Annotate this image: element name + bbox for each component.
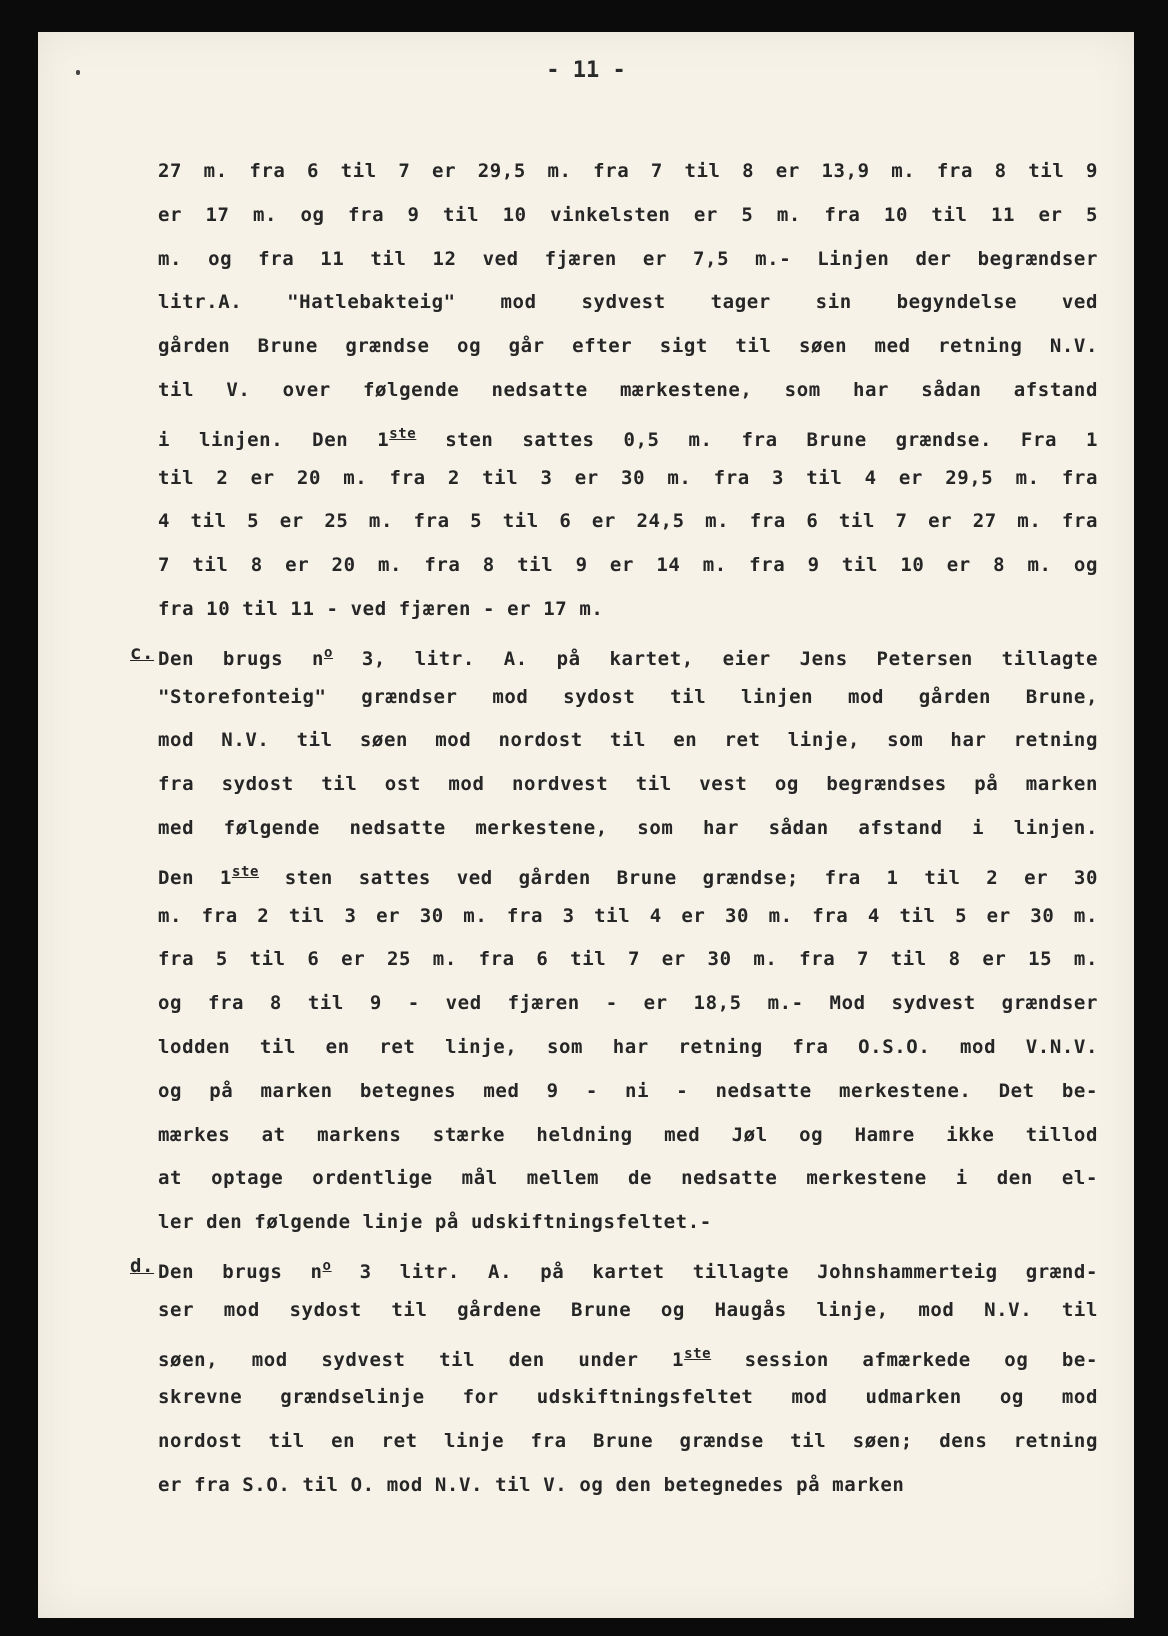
line-text-before: Den 1 [158, 866, 232, 889]
text-line [158, 1157, 1098, 1201]
text-line [158, 281, 1098, 325]
line-text: er 17 m. og fra 9 til 10 vinkelsten er 5 m. fra 10 til 11 er 5 [158, 203, 1098, 226]
line-text: litr.A. "Hatlebakteig" mod sydvest tager sin begyndelse ved [158, 291, 1098, 314]
text-line [158, 982, 1098, 1026]
superscript-ordinal: ste [684, 1345, 712, 1362]
line-text: og på marken betegnes med 9 - ni - nedsatte merkestene. Det be- [158, 1079, 1098, 1102]
text-line [158, 1070, 1098, 1114]
page-number: - 11 - [546, 58, 626, 83]
line-text: fra 5 til 6 er 25 m. fra 6 til 7 er 30 m. fra 7 til 8 er 15 m. [158, 948, 1098, 971]
line-text: m. og fra 11 til 12 ved fjæren er 7,5 m.- Linjen der begrændser [158, 247, 1098, 270]
line-text: lodden til en ret linje, som har retning fra O.S.O. mod V.N.V. [158, 1035, 1098, 1058]
text-line [158, 369, 1098, 413]
line-text: skrevne grændselinje for udskiftningsfeltet mod udmarken og mod [158, 1386, 1098, 1409]
text-line [158, 676, 1098, 720]
text-line [130, 632, 1098, 676]
line-text-after: sten sattes ved gården Brune grændse; fra 1 til 2 er 30 [259, 866, 1098, 889]
text-line [158, 1026, 1098, 1070]
text-line [158, 238, 1098, 282]
line-text: mærkes at markens stærke heldning med Jøl og Hamre ikke tillod [158, 1123, 1098, 1146]
line-text: til 2 er 20 m. fra 2 til 3 er 30 m. fra 3 til 4 er 29,5 m. fra [158, 466, 1098, 489]
line-text: fra 10 til 11 - ved fjæren - er 17 m. [158, 597, 604, 620]
text-line [158, 1333, 1098, 1377]
text-line [158, 763, 1098, 807]
document-body [130, 150, 1098, 1508]
text-line [158, 1376, 1098, 1420]
text-line [158, 500, 1098, 544]
paragraph-marker: c. [130, 641, 155, 664]
text-line [158, 413, 1098, 457]
superscript-ordinal: o [323, 644, 334, 661]
line-text: til V. over følgende nedsatte mærkestene, som har sådan afstand [158, 378, 1098, 401]
line-text-after: session afmærkede og be- [711, 1348, 1098, 1371]
line-text: ler den følgende linje på udskiftningsfeltet.- [158, 1211, 712, 1234]
text-line [158, 938, 1098, 982]
text-line [158, 457, 1098, 501]
line-text: nordost til en ret linje fra Brune grændse til søen; dens retning [158, 1430, 1098, 1453]
line-text: og fra 8 til 9 - ved fjæren - er 18,5 m.- Mod sydvest grændser [158, 992, 1098, 1015]
line-text-before: søen, mod sydvest til den under 1 [158, 1348, 685, 1371]
text-line [158, 895, 1098, 939]
text-line [158, 1289, 1098, 1333]
line-text: 27 m. fra 6 til 7 er 29,5 m. fra 7 til 8 er 13,9 m. fra 8 til 9 [158, 160, 1098, 182]
text-line [158, 851, 1098, 895]
line-text-after: sten sattes 0,5 m. fra Brune grændse. Fra 1 [416, 428, 1098, 451]
text-line [158, 807, 1098, 851]
text-line [158, 325, 1098, 369]
paragraph-marker: d. [130, 1254, 155, 1277]
line-text: gården Brune grændse og går efter sigt til søen med retning N.V. [158, 335, 1098, 358]
line-text: m. fra 2 til 3 er 30 m. fra 3 til 4 er 30 m. fra 4 til 5 er 30 m. [158, 904, 1098, 927]
line-text: 4 til 5 er 25 m. fra 5 til 6 er 24,5 m. fra 6 til 7 er 27 m. fra [158, 510, 1098, 533]
text-line [158, 719, 1098, 763]
line-text-before: Den brugs n [158, 647, 324, 670]
text-line [158, 1114, 1098, 1158]
text-line [158, 194, 1098, 238]
superscript-ordinal: ste [231, 863, 260, 880]
text-line [158, 1420, 1098, 1464]
text-line [158, 150, 1098, 194]
line-text-before: i linjen. Den 1 [158, 428, 390, 451]
text-line [158, 544, 1098, 588]
superscript-ordinal: o [322, 1257, 332, 1274]
line-text-after: 3, litr. A. på kartet, eier Jens Petersen tillagte [333, 647, 1098, 670]
line-text: med følgende nedsatte merkestene, som har sådan afstand i linjen. [158, 816, 1098, 839]
line-text: ser mod sydost til gårdene Brune og Haugås linje, mod N.V. til [158, 1298, 1098, 1321]
line-text: fra sydost til ost mod nordvest til vest og begrændses på marken [158, 773, 1098, 796]
line-text-after: 3 litr. A. på kartet tillagte Johnshammerteig grænd- [331, 1260, 1098, 1283]
line-text: er fra S.O. til O. mod N.V. til V. og den betegnedes på marken [158, 1473, 905, 1496]
text-line [158, 588, 1098, 632]
line-text: "Storefonteig" grændser mod sydost til linjen mod gården Brune, [158, 685, 1098, 708]
document-page [38, 32, 1134, 1618]
superscript-ordinal: ste [389, 425, 417, 442]
line-text: mod N.V. til søen mod nordost til en ret linje, som har retning [158, 729, 1098, 752]
text-line [158, 1201, 1098, 1245]
line-text: at optage ordentlige mål mellem de nedsatte merkestene i den el- [158, 1167, 1098, 1190]
line-text-before: Den brugs n [158, 1260, 323, 1283]
text-line [158, 1464, 1098, 1508]
line-text: 7 til 8 er 20 m. fra 8 til 9 er 14 m. fra 9 til 10 er 8 m. og [158, 554, 1098, 577]
text-line [130, 1245, 1098, 1289]
